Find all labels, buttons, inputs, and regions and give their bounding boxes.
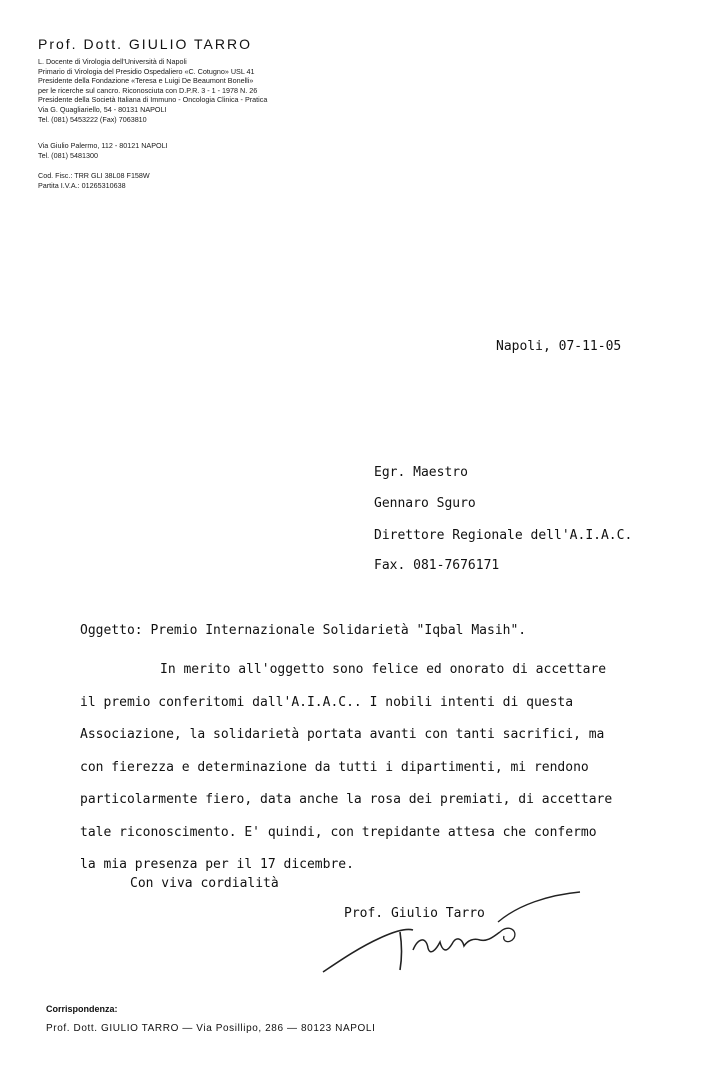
letterhead-line: Primario di Virologia del Presidio Ospedaliero «C. Cotugno» USL 41 xyxy=(38,66,255,76)
body-line: la mia presenza per il 17 dicembre. xyxy=(80,857,354,872)
recipient-line: Egr. Maestro xyxy=(374,465,468,480)
letter-body xyxy=(80,654,612,882)
body-line: con fierezza e determinazione da tutti i dipartimenti, mi rendono xyxy=(80,759,589,775)
letterhead-line: Via Giulio Palermo, 112 - 80121 NAPOLI xyxy=(38,141,168,150)
correspondence-label: Corrispondenza: xyxy=(46,1004,118,1014)
letter-subject: Oggetto: Premio Internazionale Solidarietà "Iqbal Masih". xyxy=(80,623,527,638)
body-line: il premio conferitomi dall'A.I.A.C.. I nobili intenti di questa xyxy=(80,694,574,710)
letterhead-line: Tel. (081) 5453222 (Fax) 7063810 xyxy=(38,114,147,124)
letterhead-address2 xyxy=(38,141,168,160)
letterhead-tax xyxy=(38,171,150,190)
handwritten-signature xyxy=(318,880,588,975)
body-line: In merito all'oggetto sono felice ed onorato di accettare xyxy=(160,662,607,677)
recipient-line: Direttore Regionale dell'A.I.A.C. xyxy=(374,528,633,543)
letterhead-line: Cod. Fisc.: TRR GLI 38L08 F158W xyxy=(38,171,150,180)
letterhead-credentials xyxy=(38,57,267,124)
letterhead-line: per le ricerche sul cancro. Riconosciuta con D.P.R. 3 - 1 - 1978 N. 26 xyxy=(38,85,258,95)
recipient-line: Gennaro Sguro xyxy=(374,496,476,511)
letterhead-line: Presidente della Società Italiana di Immuno - Oncologia Clinica - Pratica xyxy=(38,95,268,105)
body-line: particolarmente fiero, data anche la rosa dei premiati, di accettare xyxy=(80,792,613,807)
body-line: Associazione, la solidarietà portata avanti con tanti sacrifici, ma xyxy=(80,727,605,742)
letterhead-line: Presidente della Fondazione «Teresa e Luigi De Beaumont Bonelli» xyxy=(38,76,254,86)
signer-name: Prof. Giulio Tarro xyxy=(344,906,485,921)
correspondence-address: Prof. Dott. GIULIO TARRO — Via Posillipo, 286 — 80123 NAPOLI xyxy=(46,1023,376,1034)
body-line: tale riconoscimento. E' quindi, con trepidante attesa che confermo xyxy=(80,824,597,840)
letter-closing: Con viva cordialità xyxy=(130,876,279,891)
letterhead-line: Partita I.V.A.: 01265310638 xyxy=(38,180,126,190)
letter-date: Napoli, 07-11-05 xyxy=(496,339,622,354)
letterhead-line: Via G. Quagliariello, 54 - 80131 NAPOLI xyxy=(38,104,167,114)
letterhead-name: Prof. Dott. GIULIO TARRO xyxy=(38,36,252,52)
letterhead-line: Tel. (081) 5481300 xyxy=(38,150,98,160)
recipient-fax: Fax. 081-7676171 xyxy=(374,558,500,573)
letterhead-line: L. Docente di Virologia dell'Università di Napoli xyxy=(38,57,187,66)
